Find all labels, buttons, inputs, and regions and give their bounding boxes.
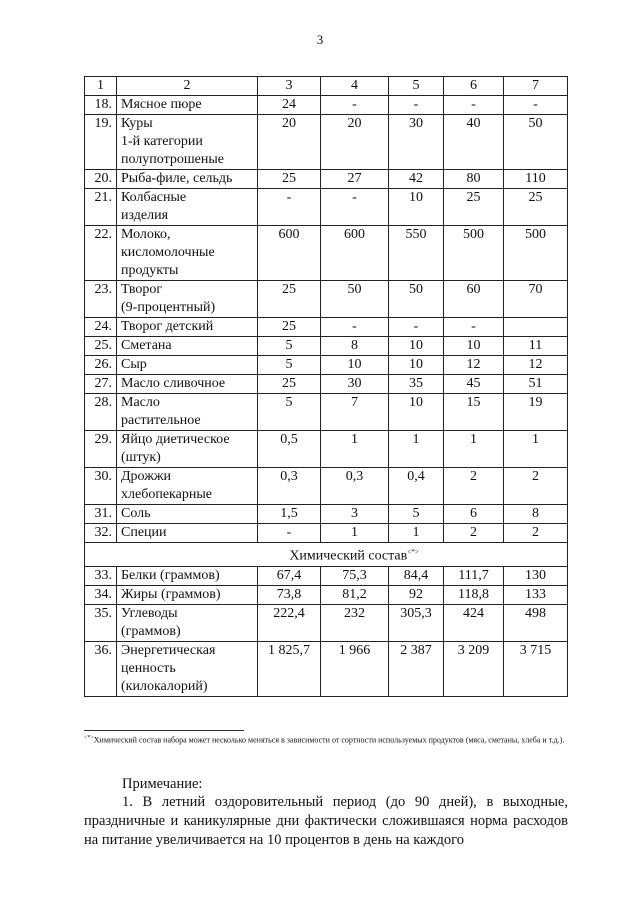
product-name-line: кисломолочные xyxy=(121,245,215,260)
product-name xyxy=(117,96,258,115)
section-row xyxy=(85,543,568,567)
product-name-line: Молоко, xyxy=(121,227,171,242)
product-name xyxy=(117,115,258,170)
value-cell: 75,3 xyxy=(321,566,389,585)
value-cell: 10 xyxy=(321,356,389,375)
column-header: 3 xyxy=(258,77,321,96)
note-paragraph: 1. В летний оздоровительный период (до 90 дней), в выходные, праздничные и каникулярные дни фактически сложившаяся норма расходов на питание увеличивается на 10 процентов в день на каждого xyxy=(84,794,568,848)
footnote-text: Химический состав набора может несколько меняться в зависимости от сортности используемых продуктов (мяса, сметаны, хлеба и т.д.). xyxy=(93,735,565,745)
product-name xyxy=(117,431,258,468)
product-name-line: Специи xyxy=(121,525,167,540)
value-cell: 1 xyxy=(321,431,389,468)
value-cell: 1,5 xyxy=(258,505,321,524)
value-cell: 10 xyxy=(389,356,444,375)
value-cell: 2 387 xyxy=(389,641,444,696)
value-cell: 1 825,7 xyxy=(258,641,321,696)
table-row xyxy=(85,431,568,468)
row-number: 18. xyxy=(85,96,117,115)
value-cell: - xyxy=(444,96,504,115)
product-name-line: Творог xyxy=(121,282,163,297)
value-cell: 500 xyxy=(504,226,568,281)
table-row xyxy=(85,566,568,585)
value-cell: 50 xyxy=(389,281,444,318)
table-row xyxy=(85,524,568,543)
table-row xyxy=(85,468,568,505)
value-cell: 92 xyxy=(389,585,444,604)
row-number: 33. xyxy=(85,566,117,585)
value-cell: 11 xyxy=(504,337,568,356)
value-cell: 130 xyxy=(504,566,568,585)
value-cell: - xyxy=(321,189,389,226)
product-name-line: продукты xyxy=(121,263,179,278)
value-cell: - xyxy=(389,318,444,337)
table-row xyxy=(85,115,568,170)
value-cell: 2 xyxy=(504,468,568,505)
value-cell: 8 xyxy=(504,505,568,524)
product-name xyxy=(117,375,258,394)
product-name-line: Жиры (граммов) xyxy=(121,586,221,602)
product-name-line: Энергетическая xyxy=(121,642,216,658)
product-name-line: Соль xyxy=(121,506,151,521)
value-cell: 0,3 xyxy=(321,468,389,505)
row-number: 34. xyxy=(85,585,117,604)
product-name-line: Мясное пюре xyxy=(121,97,202,112)
value-cell: 500 xyxy=(444,226,504,281)
row-number: 29. xyxy=(85,431,117,468)
table-header-row xyxy=(85,77,568,96)
value-cell: 1 xyxy=(389,431,444,468)
row-number: 32. xyxy=(85,524,117,543)
value-cell: - xyxy=(258,189,321,226)
value-cell: 35 xyxy=(389,375,444,394)
product-name xyxy=(117,226,258,281)
value-cell: 10 xyxy=(389,394,444,431)
value-cell: 1 xyxy=(389,524,444,543)
value-cell: 600 xyxy=(321,226,389,281)
value-cell: 50 xyxy=(504,115,568,170)
value-cell: 20 xyxy=(258,115,321,170)
value-cell: 10 xyxy=(389,337,444,356)
value-cell: 60 xyxy=(444,281,504,318)
table-row xyxy=(85,505,568,524)
product-name-line: ценность xyxy=(121,660,176,676)
table-row xyxy=(85,375,568,394)
product-name-line: 1-й категории xyxy=(121,134,203,149)
value-cell: 600 xyxy=(258,226,321,281)
value-cell: 3 715 xyxy=(504,641,568,696)
value-cell: 2 xyxy=(504,524,568,543)
footnote-divider xyxy=(84,730,244,731)
footnote xyxy=(84,733,568,746)
table-row xyxy=(85,356,568,375)
product-name-line: Яйцо диетическое xyxy=(121,432,230,447)
value-cell: - xyxy=(389,96,444,115)
column-header: 2 xyxy=(117,77,258,96)
product-name-line: полупотрошеные xyxy=(121,152,224,167)
table-row xyxy=(85,604,568,641)
value-cell: 5 xyxy=(389,505,444,524)
value-cell: 25 xyxy=(444,189,504,226)
value-cell: 1 xyxy=(444,431,504,468)
section-title: Химический состав xyxy=(289,548,408,564)
value-cell: 6 xyxy=(444,505,504,524)
food-norms-table xyxy=(84,76,568,697)
value-cell: 15 xyxy=(444,394,504,431)
value-cell: - xyxy=(258,524,321,543)
row-number: 36. xyxy=(85,641,117,696)
product-name xyxy=(117,604,258,641)
value-cell: - xyxy=(321,96,389,115)
column-header: 6 xyxy=(444,77,504,96)
value-cell: 10 xyxy=(389,189,444,226)
product-name-line: Рыба-филе, сельдь xyxy=(121,171,233,186)
value-cell: 305,3 xyxy=(389,604,444,641)
value-cell: 25 xyxy=(504,189,568,226)
value-cell: 222,4 xyxy=(258,604,321,641)
value-cell: 550 xyxy=(389,226,444,281)
product-name-line: Масло сливочное xyxy=(121,376,226,391)
value-cell: - xyxy=(444,318,504,337)
table-row xyxy=(85,641,568,696)
table-row xyxy=(85,281,568,318)
value-cell: 40 xyxy=(444,115,504,170)
value-cell: 0,4 xyxy=(389,468,444,505)
row-number: 30. xyxy=(85,468,117,505)
product-name xyxy=(117,394,258,431)
row-number: 19. xyxy=(85,115,117,170)
value-cell: 133 xyxy=(504,585,568,604)
row-number: 21. xyxy=(85,189,117,226)
value-cell: 5 xyxy=(258,356,321,375)
value-cell: 232 xyxy=(321,604,389,641)
value-cell: 25 xyxy=(258,375,321,394)
product-name xyxy=(117,585,258,604)
column-header: 1 xyxy=(85,77,117,96)
table-row xyxy=(85,394,568,431)
section-footnote-mark: <*> xyxy=(407,548,419,556)
value-cell: 118,8 xyxy=(444,585,504,604)
value-cell: 2 xyxy=(444,468,504,505)
product-name-line: Сметана xyxy=(121,338,172,353)
value-cell: 110 xyxy=(504,170,568,189)
value-cell: - xyxy=(321,318,389,337)
value-cell: 1 xyxy=(321,524,389,543)
table-row xyxy=(85,337,568,356)
product-name xyxy=(117,170,258,189)
product-name-line: хлебопекарные xyxy=(121,487,212,502)
value-cell: 30 xyxy=(321,375,389,394)
value-cell: 424 xyxy=(444,604,504,641)
value-cell: 0,5 xyxy=(258,431,321,468)
value-cell: 42 xyxy=(389,170,444,189)
value-cell: 84,4 xyxy=(389,566,444,585)
row-number: 20. xyxy=(85,170,117,189)
row-number: 35. xyxy=(85,604,117,641)
product-name xyxy=(117,189,258,226)
note-title: Примечание: xyxy=(122,776,203,792)
row-number: 28. xyxy=(85,394,117,431)
product-name xyxy=(117,318,258,337)
value-cell: 51 xyxy=(504,375,568,394)
note-body xyxy=(84,793,568,850)
value-cell: 8 xyxy=(321,337,389,356)
row-number: 31. xyxy=(85,505,117,524)
value-cell: 70 xyxy=(504,281,568,318)
product-name-line: изделия xyxy=(121,208,169,223)
product-name-line: Дрожжи xyxy=(121,469,172,484)
value-cell: 67,4 xyxy=(258,566,321,585)
value-cell: 5 xyxy=(258,337,321,356)
product-name-line: (килокалорий) xyxy=(121,678,208,694)
table-row xyxy=(85,226,568,281)
value-cell: 1 xyxy=(504,431,568,468)
value-cell: 73,8 xyxy=(258,585,321,604)
value-cell: 3 xyxy=(321,505,389,524)
table-row xyxy=(85,585,568,604)
value-cell: 19 xyxy=(504,394,568,431)
value-cell: 12 xyxy=(504,356,568,375)
product-name-line: (граммов) xyxy=(121,623,181,639)
product-name-line: (9-процентный) xyxy=(121,300,216,315)
product-name-line: растительное xyxy=(121,413,201,428)
product-name xyxy=(117,468,258,505)
table-row xyxy=(85,189,568,226)
product-name-line: Колбасные xyxy=(121,190,187,205)
value-cell: 25 xyxy=(258,281,321,318)
row-number: 23. xyxy=(85,281,117,318)
product-name-line: Углеводы xyxy=(121,605,178,621)
value-cell: 3 209 xyxy=(444,641,504,696)
product-name xyxy=(117,566,258,585)
row-number: 24. xyxy=(85,318,117,337)
product-name xyxy=(117,641,258,696)
product-name xyxy=(117,281,258,318)
table-row xyxy=(85,318,568,337)
row-number: 25. xyxy=(85,337,117,356)
value-cell: - xyxy=(504,96,568,115)
product-name xyxy=(117,524,258,543)
product-name-line: (штук) xyxy=(121,450,161,465)
value-cell: 1 966 xyxy=(321,641,389,696)
product-name xyxy=(117,337,258,356)
column-header: 4 xyxy=(321,77,389,96)
value-cell: 24 xyxy=(258,96,321,115)
column-header: 7 xyxy=(504,77,568,96)
row-number: 26. xyxy=(85,356,117,375)
table-row xyxy=(85,170,568,189)
value-cell: 111,7 xyxy=(444,566,504,585)
value-cell: 45 xyxy=(444,375,504,394)
value-cell: 20 xyxy=(321,115,389,170)
value-cell: 12 xyxy=(444,356,504,375)
value-cell: 81,2 xyxy=(321,585,389,604)
value-cell: 25 xyxy=(258,170,321,189)
table-row xyxy=(85,96,568,115)
value-cell: 0,3 xyxy=(258,468,321,505)
value-cell: 7 xyxy=(321,394,389,431)
page-number: 3 xyxy=(316,32,324,47)
product-name-line: Творог детский xyxy=(121,319,214,334)
row-number: 27. xyxy=(85,375,117,394)
value-cell: 25 xyxy=(258,318,321,337)
value-cell: 2 xyxy=(444,524,504,543)
product-name-line: Белки (граммов) xyxy=(121,567,220,583)
column-header: 5 xyxy=(389,77,444,96)
row-number: 22. xyxy=(85,226,117,281)
value-cell: 10 xyxy=(444,337,504,356)
product-name-line: Сыр xyxy=(121,357,147,372)
value-cell: 30 xyxy=(389,115,444,170)
value-cell: 498 xyxy=(504,604,568,641)
footnote-mark: <*> xyxy=(84,735,94,741)
product-name-line: Масло xyxy=(121,395,160,410)
product-name xyxy=(117,356,258,375)
section-title-cell xyxy=(85,543,568,567)
value-cell: 50 xyxy=(321,281,389,318)
value-cell: 27 xyxy=(321,170,389,189)
value-cell xyxy=(504,318,568,337)
value-cell: 5 xyxy=(258,394,321,431)
value-cell: 80 xyxy=(444,170,504,189)
product-name-line: Куры xyxy=(121,116,153,131)
product-name xyxy=(117,505,258,524)
